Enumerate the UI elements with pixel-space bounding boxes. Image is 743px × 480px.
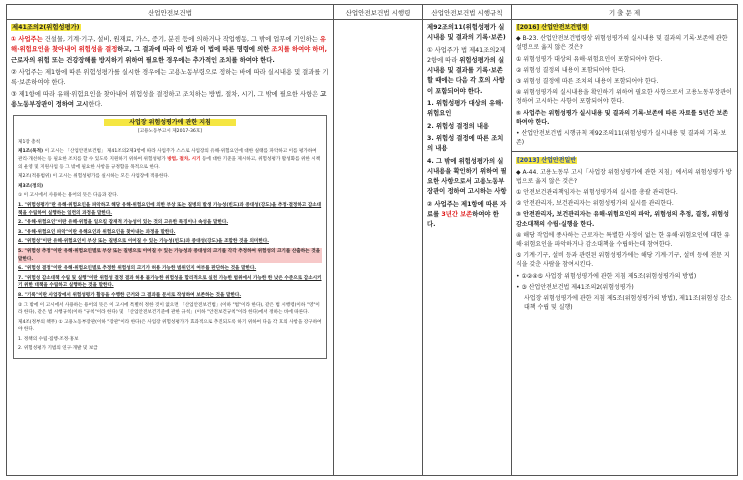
rule-item-1: 1. 위험성평가 대상의 유해·위험요인 xyxy=(427,100,504,118)
exam-1-head: [2016] 산업안전보건법령 xyxy=(517,24,588,31)
exam-1-question: ◆ B-23. 산업안전보건법령상 위험성평가의 실시내용 및 결과의 기록·보존에 관한 설명으로 옳지 않은 것은? xyxy=(516,35,728,52)
exam-1-option-3: ③ 위험성 결정에 따른 조치의 내용이 포함되어야 한다. xyxy=(516,78,659,86)
exam-2-option-1: ① 안전보건관리책임자는 위험성평가의 실시를 총괄 관리한다. xyxy=(516,189,678,197)
act-cell xyxy=(7,20,334,476)
exam-2-option-5: ⑤ 기계·기구, 설비 등과 관련된 위험성평가에는 해당 기계·기구, 설비 등에 전문 지식을 갖춘 사람을 참여시킨다. xyxy=(516,252,730,269)
definition-7: 7. "위험성 감소대책 수립 및 실행"이란 위험성 결정 결과 허용 불가능한 위험성을 합리적으로 실천 가능한 범위에서 가능한 한 낮은 수준으로 감소시키기 위한 대책을 수립하고 실행하는 것을 말한다. xyxy=(18,275,322,289)
notice-art-3: 제3조(정의) xyxy=(18,183,44,189)
exam-2-head: [2013] 산업안전일반 xyxy=(517,157,577,165)
exam-1-option-1: ① 위험성평가 대상의 유해·위험요인이 포함되어야 한다. xyxy=(516,55,663,63)
header-decree: 산업안전보건법 시행령 xyxy=(334,5,423,20)
notice-art-3-2: ② 그 밖에 이 고시에서 사용하는 용어의 뜻은 이 고시에 특별히 정한 것이 없으면 「산업안전보건법」(이하 "법"이라 한다), 같은 법 시행령(이하 "영"이라 한다), 같은 법 시행규칙(이하 "규칙"이라 한다) 및 「산업안전보건기준에 관한 규칙」(이하 "안전보건규칙"이라 한다)에서 정하는 바에 따른다. xyxy=(18,302,320,316)
act-para-1: ① 사업주는 건설물, 기계·기구, 설비, 원재료, 가스, 증기, 분진 등에 의하거나 작업행동, 그 밖에 업무에 기인하는 유해·위험요인을 찾아내어 위험성을 결정하고, 그 결과에 따라 이 법과 이 법에 따른 명령에 의한 조치를 하여야 하며, 근로자의 위험 또는 건강장해를 방지하기 위하여 필요한 경우에는 추가적인 조치를 하여야 한다. xyxy=(11,36,327,64)
act-para-3: ③ 제1항에 따라 유해·위험요인을 찾아내어 위험성을 결정하고 조치하는 방법, 절차, 시기, 그 밖에 필요한 사항은 고용노동부장관이 정하여 고시한다. xyxy=(11,91,327,109)
definition-6: 6. "위험성 결정"이란 유해·위험요인별로 추정한 위험성의 크기가 허용 가능한 범위인지 여부를 판단하는 것을 말한다. xyxy=(18,266,257,272)
article-title: 제41조의2(위험성평가) xyxy=(12,24,80,31)
notice-title: 사업장 위험성평가에 관한 지침 xyxy=(104,119,236,127)
definition-8: 8. "기록"이란 사업장에서 위험성평가 활동을 수행한 근거와 그 결과를 문서로 작성하여 보존하는 것을 말한다. xyxy=(18,292,242,298)
definition-2: 2. "유해·위험요인"이란 유해·위험을 일으킬 잠재적 가능성이 있는 것의 고유한 특징이나 속성을 말한다. xyxy=(18,220,229,226)
content-row xyxy=(7,20,738,476)
definition-4: 4. "위험성"이란 유해·위험요인이 부상 또는 질병으로 이어질 수 있는 가능성(빈도)과 중대성(강도)을 조합한 것을 의미한다. xyxy=(18,239,269,245)
notice-box: 사업장 위험성평가에 관한 지침 [고용노동부고시 제2017-36호] 제1장 총칙 제1조(목적) 이 고시는 「산업안전보건법」 제41조의2제3항에 따라 사업주가 스스로 사업장의 유해·위험요인에 대한 실태를 파악하고 이를 평가하여 관리·개선하는 등 필요한 조치를 할 수 있도록 지원하기 위하여 위험성평가 방법, 절차, 시기 등에 대한 기준을 제시하고, 위험성평가 활성화를 위한 시책의 운영 및 지원사업 등 그 밖에 필요한 사항을 규정함을 목적으로 한다. 제2조(적용범위) 이 고시는 위험성평가를 실시하는 모든 사업장에 적용한다. 제3조(정의) ① 이 고시에서 사용하는 용어의 뜻은 다음과 같다. 1. "위험성평가"란 유해·위험요인을 파악하고 해당 유해·위험요인에 의한 부상 또는 질병의 발생 가능성(빈도)과 중대성(강도)을 추정·결정하고 감소대책을 수립하여 실행하는 일련의 과정을 말한다. 2. "유해·위험요인"이란 유해·위험을 일으킬 잠재적 가능성이 있는 것의 고유한 특징이나 속성을 말한다. 3. "유해·위험요인 파악"이란 유해요인과 위험요인을 찾아내는 과정을 말한다. 4. "위험성"이란 유해·위험요인이 부상 또는 질병으로 이어질 수 있는 가능성(빈도)과 중대성(강도)을 조합한 것을 의미한다. 5. "위험성 추정"이란 유해·위험요인별로 부상 또는 질병으로 이어질 수 있는 가능성과 중대성의 크기를 각각 추정하여 위험성의 크기를 산출하는 것을 말한다. 6. "위험성 결정"이란 유해·위험요인별로 추정한 위험성의 크기가 허용 가능한 범위인지 여부를 판단하는 것을 말한다. 7. "위험성 감소대책 수립 및 실행"이란 위험성 결정 결과 허용 불가능한 위험성을 합리적으로 실천 가능한 범위에서 가능한 한 낮은 수준으로 감소시키기 위한 대책을 수립하고 실행하는 것을 말한다. 8. "기록"이란 사업장에서 위험성평가 활동을 수행한 근거와 그 결과를 문서로 작성하여 보존하는 것을 말한다. ② 그 밖에 이 고시에서 사용하는 용어의 뜻은 이 고시에 특별히 정한 것이 없으면 「산업안전보건법」(이하 "법"이라 한다), 같은 법 시행령(이하 "영"이라 한다), 같은 법 시행규칙(이하 "규칙"이라 한다) 및 「산업안전보건기준에 관한 규칙」(이하 "안전보건규칙"이라 한다)에서 정하는 바에 따른다. 제4조(정부의 책무) ① 고용노동부장관(이하 "장관"이라 한다)은 사업장 위험성평가가 효과적으로 추진되도록 하기 위하여 다음 각 호의 사항을 강구하여야 한다. 1. 정책의 수립·집행·조정·홍보 2. 위험성평가 기법의 연구·개발 및 보급 xyxy=(13,115,327,359)
exam-2-reference-2: • ③ 산업안전보건법 제41조의2(위험성평가) xyxy=(516,283,634,291)
definition-1: 1. "위험성평가"란 유해·위험요인을 파악하고 해당 유해·위험요인에 의한 부상 또는 질병의 발생 가능성(빈도)과 중대성(강도)을 추정·결정하고 감소대책을 수립하여 실행하는 일련의 과정을 말한다. xyxy=(18,202,322,216)
rule-article-title: 제92조의11(위험성평가 실시내용 및 결과의 기록·보존) xyxy=(427,24,506,42)
exam-1-option-4: ④ 위험성평가의 실시내용을 확인하기 위하여 필요한 사항으로서 고용노동부장관이 정하여 고시하는 사항이 포함되어야 한다. xyxy=(516,89,732,106)
definition-5: 5. "위험성 추정"이란 유해·위험요인별로 부상 또는 질병으로 이어질 수 있는 가능성과 중대성의 크기를 각각 추정하여 위험성의 크기를 산출하는 것을 말한다. xyxy=(18,248,321,262)
exam-2-option-3: ③ 안전관리자, 보건관리자는 유해·위험요인의 파악, 위험성의 추정, 결정, 위험성 감소대책의 수립·실행을 한다. xyxy=(516,211,729,228)
definition-3: 3. "유해·위험요인 파악"이란 유해요인과 위험요인을 찾아내는 과정을 말한다. xyxy=(18,229,176,235)
notice-art-4: 제4조(정부의 책무) ① 고용노동부장관(이하 "장관"이라 한다)은 사업장 위험성평가가 효과적으로 추진되도록 하기 위하여 다음 각 호의 사항을 강구하여야 한다. xyxy=(18,319,322,333)
header-exam: 기 출 문 제 xyxy=(512,5,738,20)
act-content xyxy=(7,20,333,362)
header-rule: 산업안전보건법 시행규칙 xyxy=(423,5,512,20)
exam-1-option-5: ⑤ 사업주는 위험성평가 실시내용 및 결과의 기록·보존에 따른 자료를 5년간 보존하여야 한다. xyxy=(516,109,729,126)
exam-1-option-2: ② 위험성 결정의 내용이 포함되어야 한다. xyxy=(516,66,626,74)
rule-para-1: ① 사업주가 법 제41조의2제2항에 따라 위험성평가의 실시내용 및 결과를 기록·보존할 때에는 다음 각 호의 사항이 포함되어야 한다. xyxy=(427,46,506,95)
rule-content xyxy=(423,20,511,236)
exam-separator xyxy=(512,151,737,152)
exam-2-option-2: ② 안전관리자, 보건관리자는 위험성평가의 실시를 관리한다. xyxy=(516,200,674,208)
decree-cell xyxy=(334,20,423,476)
rule-item-3: 3. 위험성 결정에 따른 조치의 내용 xyxy=(427,134,504,153)
exam-content xyxy=(512,20,737,317)
exam-2-option-4: ④ 해당 작업에 종사하는 근로자는 특별한 사정이 없는 한 유해·위험요인에 대한 유해·위험요인을 파악하거나 감소대책을 수립하는데 참여한다. xyxy=(516,231,730,249)
exam-2-question: ◆ A-44. 고용노동부 고시「사업장 위험성평가에 관한 지침」에서의 위험성평가 방법으로 옳지 않은 것은? xyxy=(516,168,732,185)
exam-2-reference-1: • ①②④⑤ 사업장 위험성평가에 관한 지침 제5조(위험성평가의 방법) xyxy=(516,272,697,280)
act-para-2: ② 사업주는 제1항에 따른 위험성평가를 실시한 경우에는 고용노동부령으로 정하는 바에 따라 실시내용 및 결과를 기록·보존하여야 한다. xyxy=(11,68,329,87)
exam-1-reference: • 산업안전보건법 시행규칙 제92조의11(위험성평가 실시내용 및 결과의 기록·보존) xyxy=(516,130,727,147)
notice-art-1: 제1조(목적) 이 고시는 「산업안전보건법」 제41조의2제3항에 따라 사업주가 스스로 사업장의 유해·위험요인에 대한 실태를 파악하고 이를 평가하여 관리·개선하는 등 필요한 조치를 할 수 있도록 지원하기 위하여 위험성평가 방법, 절차, 시기 등에 대한 기준을 제시하고, 위험성평가 활성화를 위한 시책의 운영 및 지원사업 등 그 밖에 필요한 사항을 규정함을 목적으로 한다. xyxy=(18,149,321,170)
header-act: 산업안전보건법 xyxy=(7,5,334,20)
rule-cell xyxy=(423,20,512,476)
notice-subtitle: [고용노동부고시 제2017-36호] xyxy=(137,129,203,135)
exam-2-reference-3: 사업장 위험성평가에 관한 지침 제5조(위험성평가의 방법), 제11조(위험성 감소대책 수립 및 실행) xyxy=(524,295,732,312)
rule-item-4: 4. 그 밖에 위험성평가의 실시내용을 확인하기 위하여 필요한 사항으로서 고용노동부장관이 정하여 고시하는 사항 xyxy=(427,157,507,196)
rule-para-2: ② 사업주는 제1항에 따른 자료를 3년간 보존하여야 한다. xyxy=(427,200,507,229)
notice-art-2: 제2조(적용범위) 이 고시는 위험성평가를 실시하는 모든 사업장에 적용한다. xyxy=(18,174,170,180)
law-comparison-table xyxy=(6,4,738,476)
rule-item-2: 2. 위험성 결정의 내용 xyxy=(427,122,490,130)
exam-cell xyxy=(512,20,738,476)
header-row xyxy=(7,5,738,20)
